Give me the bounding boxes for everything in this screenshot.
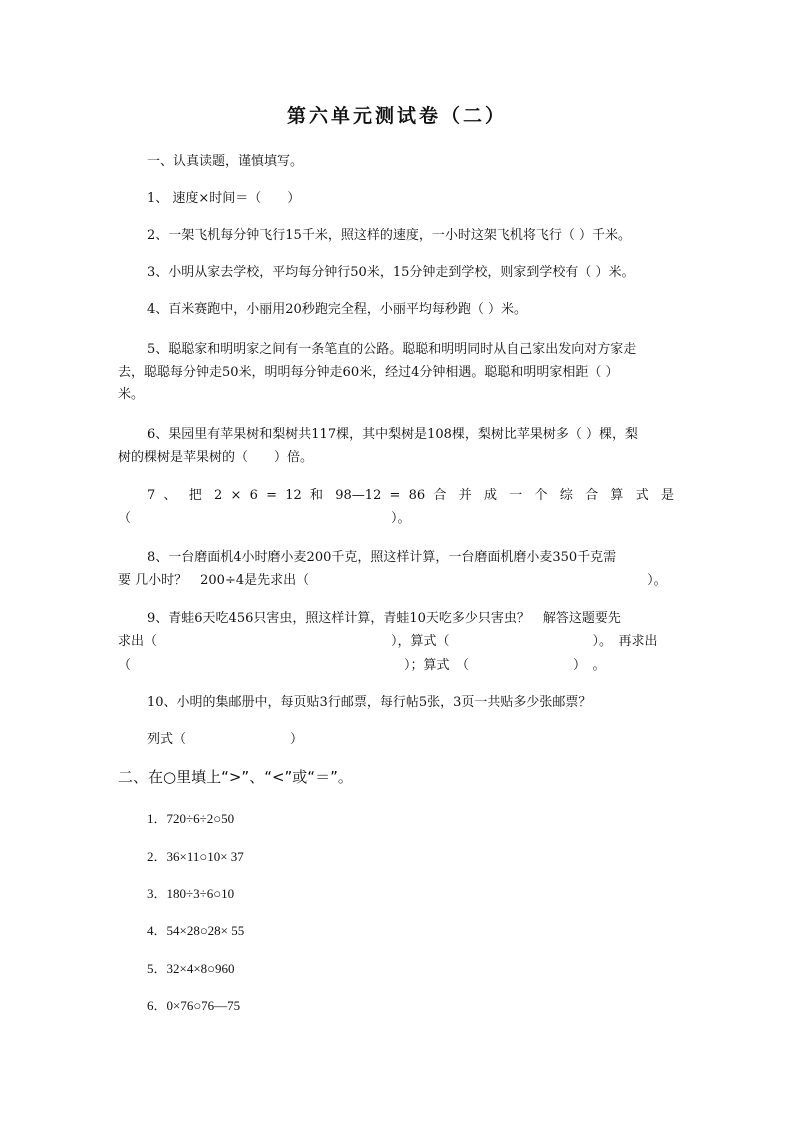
question-1: 1、 速度×时间＝（ ） — [147, 191, 301, 206]
question-7-line2: （ ）。 — [118, 511, 411, 526]
question-10-formula: 列式（ ） — [147, 732, 304, 747]
compare-item-4: 4．54×28○28× 55 — [147, 923, 245, 938]
question-4: 4、百米赛跑中，小丽用20秒跑完全程，小丽平均每秒跑（ ）米。 — [147, 302, 527, 317]
compare-item-3: 3．180÷3÷6○10 — [147, 886, 235, 901]
question-5-line2: 去，聪聪每分钟走50米，明明每分钟走60米，经过4分钟相遇。聪聪和明明家相距（ ） — [118, 365, 619, 380]
compare-item-6: 6．0×76○76—75 — [147, 998, 241, 1013]
section2-heading: 二、在○里填上“>”、“<”或“＝”。 — [118, 768, 353, 786]
question-9-line1: 9、青蛙6天吃456只害虫，照这样计算，青蛙10天吃多少只害虫？ 解答这题要先 — [147, 611, 621, 626]
question-7-line1: 7 、 把 2 × 6 = 12 和 98—12 = 86 合 并 成 一 个 综 合 算 式 是 — [147, 488, 674, 503]
question-2: 2、一架飞机每分钟飞行15千米，照这样的速度，一小时这架飞机将飞行（ ）千米。 — [147, 228, 631, 243]
question-5-line3: 米。 — [118, 387, 145, 402]
compare-item-2: 2．36×11○10× 37 — [147, 849, 244, 864]
question-9-line2: 求出（ ），算式（ ）。 再求出 — [118, 634, 658, 649]
page-title: 第六单元测试卷（二） — [286, 105, 507, 127]
question-3: 3、小明从家去学校，平均每分钟行50米，15分钟走到学校，则家到学校有（ ）米。 — [147, 265, 635, 280]
question-8-line1: 8、一台磨面机4小时磨小麦200千克，照这样计算，一台磨面机磨小麦350千克需 — [147, 550, 617, 565]
compare-item-5: 5．32×4×8○960 — [147, 961, 235, 976]
question-5-line1: 5、聪聪家和明明家之间有一条笔直的公路。聪聪和明明同时从自己家出发向对方家走 — [147, 342, 637, 357]
question-6-line2: 树的棵树是苹果树的（ ）倍。 — [118, 450, 314, 465]
question-6-line1: 6、果园里有苹果树和梨树共117棵，其中梨树是108棵，梨树比苹果树多（ ）棵，梨 — [147, 427, 639, 442]
question-8-line2: 要 几小时？ 200÷4是先求出（ ）。 — [118, 573, 667, 588]
question-9-line3: （ ）；算式 （ ） 。 — [118, 658, 606, 673]
compare-item-1: 1．720÷6÷2○50 — [147, 811, 235, 826]
question-10: 10、小明的集邮册中，每页贴3行邮票，每行帖5张，3页一共贴多少张邮票？ — [147, 695, 592, 710]
section1-heading: 一、认真读题，谨慎填写。 — [147, 154, 304, 169]
